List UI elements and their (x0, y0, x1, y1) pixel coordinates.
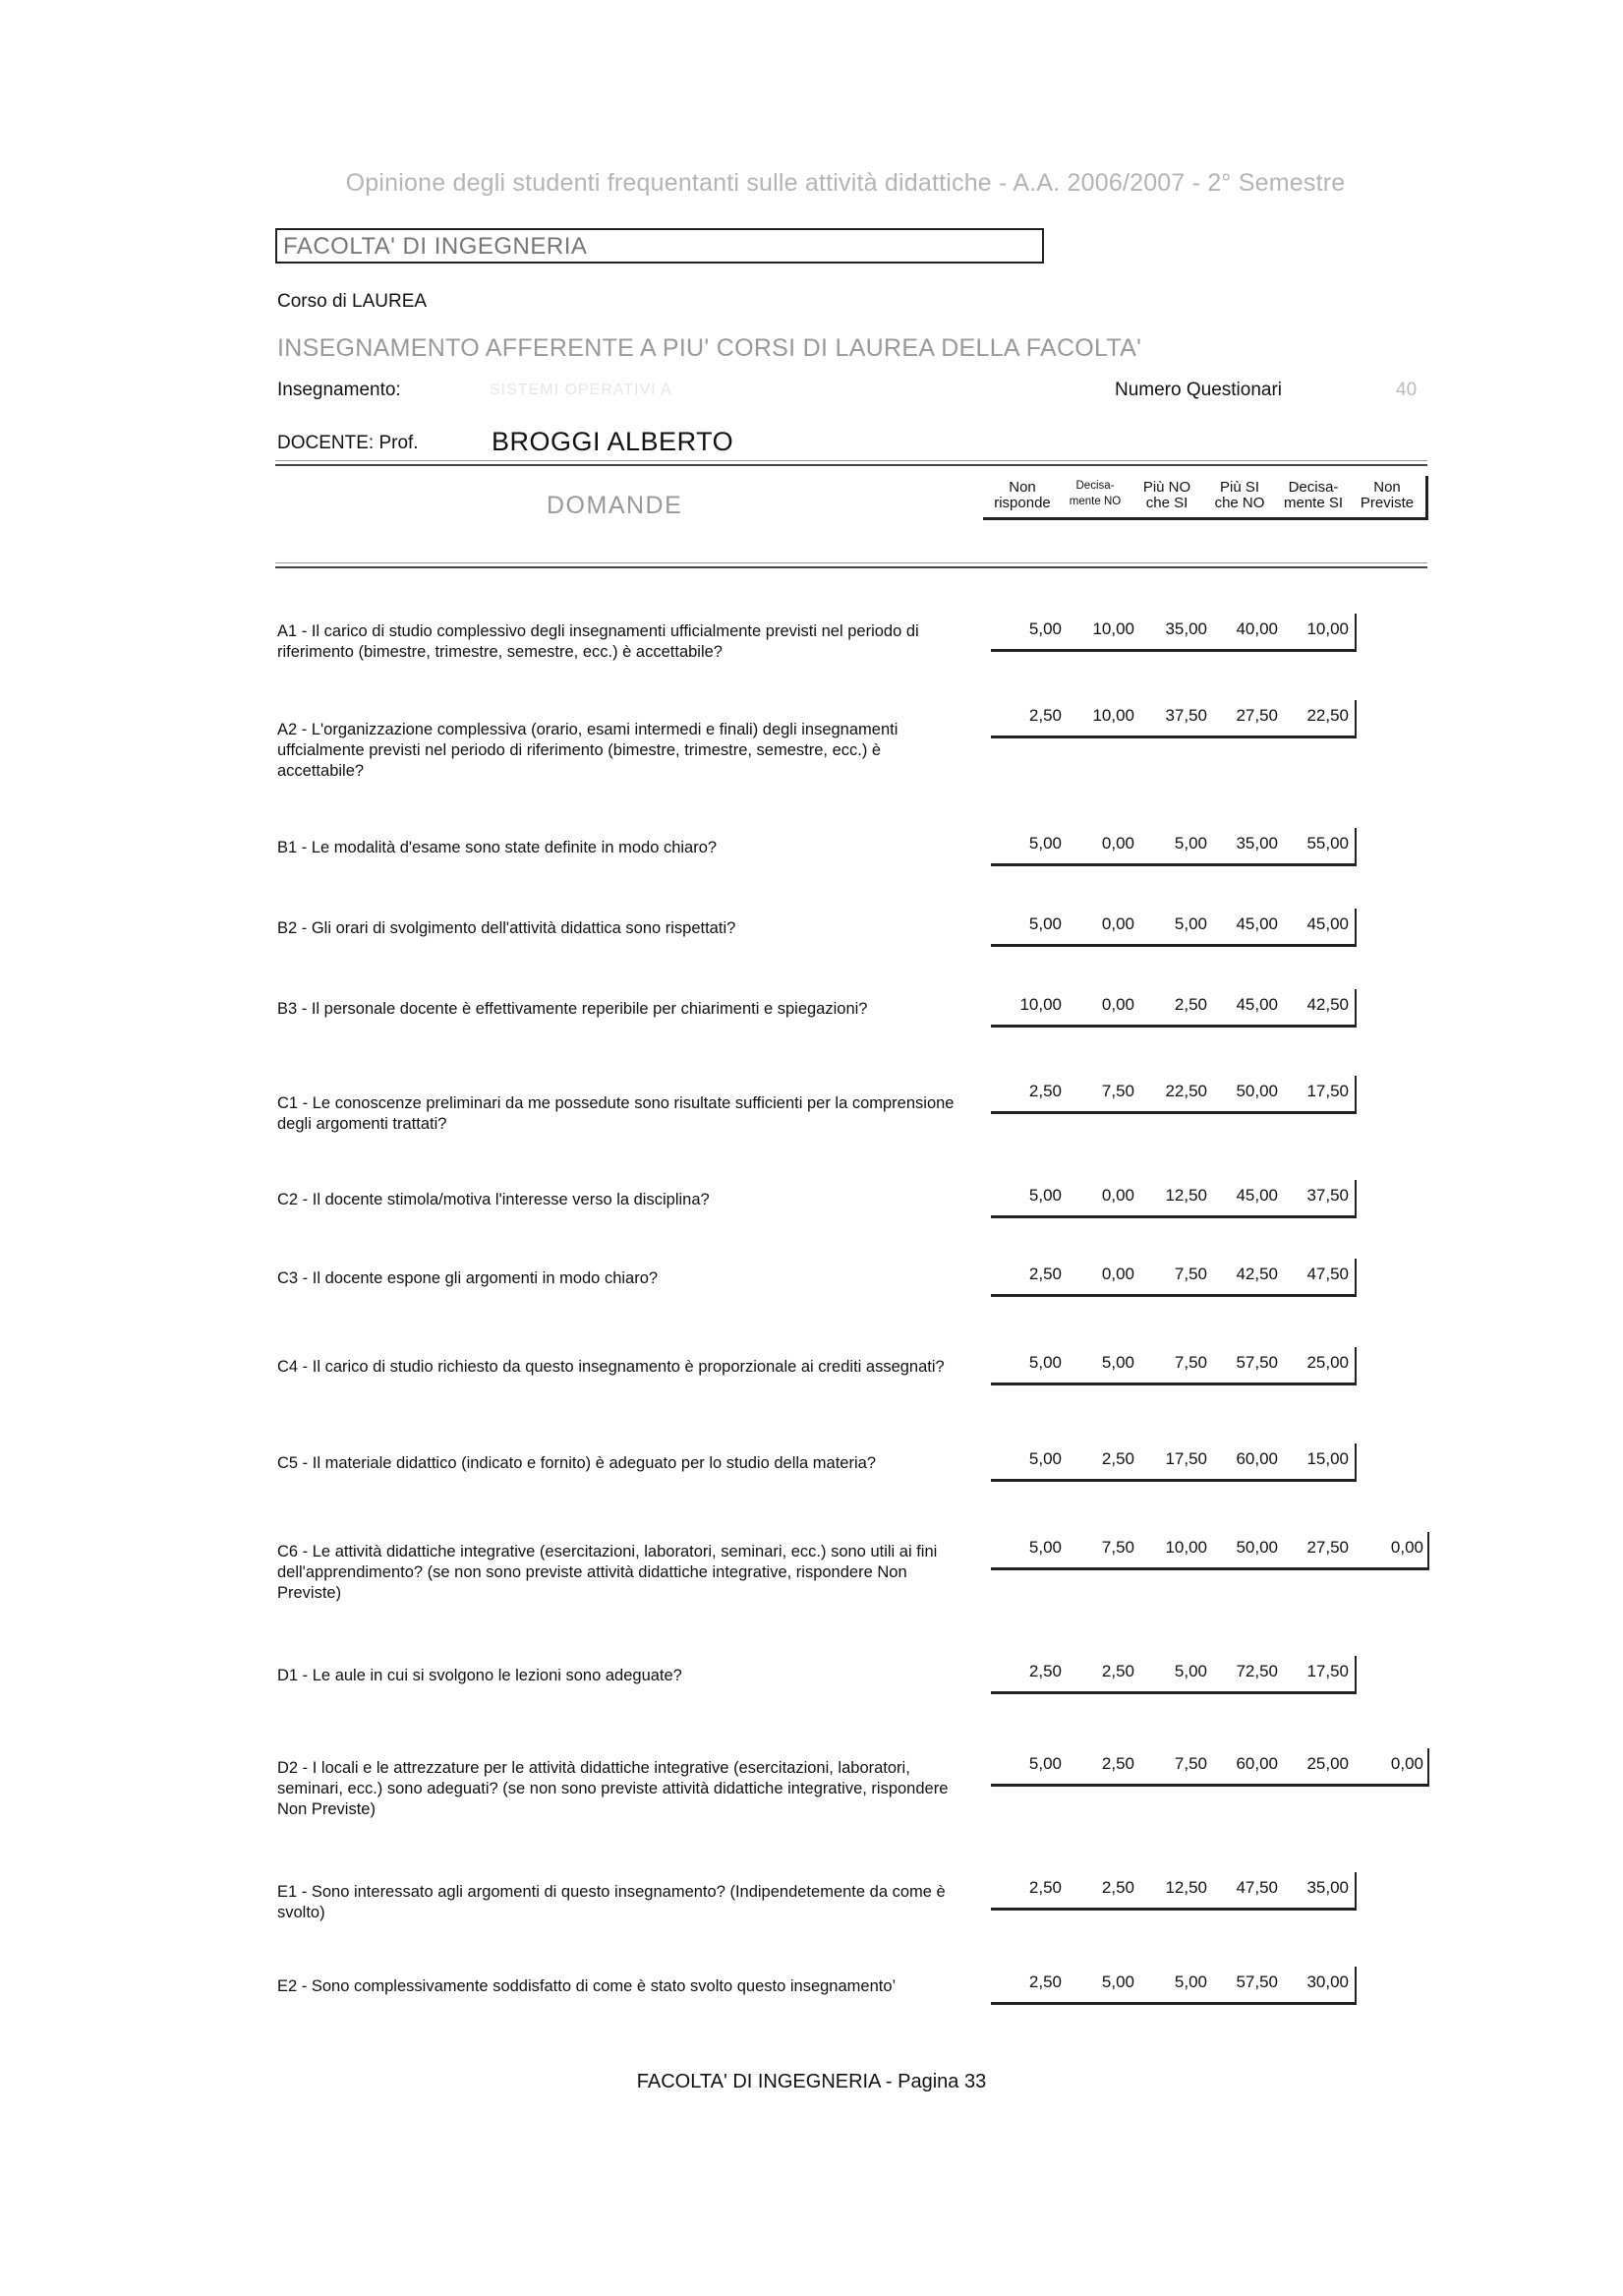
answer-value: 7,50 (1174, 1353, 1207, 1372)
answer-value: 7,50 (1174, 1754, 1207, 1773)
answer-values-row (991, 1532, 1429, 1570)
answer-value: 7,50 (1101, 1082, 1134, 1100)
answer-value: 25,00 (1306, 1754, 1349, 1773)
answer-value: 2,50 (1028, 1878, 1062, 1897)
answer-value: 17,50 (1306, 1082, 1349, 1100)
table-header-bottom-rule (275, 562, 1427, 568)
answer-value: 2,50 (1101, 1754, 1134, 1773)
answer-value: 45,00 (1236, 1186, 1278, 1205)
afferente-heading: INSEGNAMENTO AFFERENTE A PIU' CORSI DI LAUREA DELLA FACOLTA' (277, 334, 1142, 362)
question-text: C1 - Le conoscenze preliminari da me possedute sono risultate sufficienti per la comprensione degli argomenti trattati? (277, 1094, 955, 1133)
answer-value: 5,00 (1174, 834, 1207, 853)
answer-value: 5,00 (1028, 1186, 1062, 1205)
question-text: B3 - Il personale docente è effettivamente reperibile per chiarimenti e spiegazioni? (277, 1000, 868, 1018)
answer-value: 57,50 (1236, 1353, 1278, 1372)
answer-value: 35,00 (1306, 1878, 1349, 1897)
col-header-decisamente-si: Decisa- mente SI (1283, 479, 1344, 511)
question-text: D2 - I locali e le attrezzature per le attività didattiche integrative (esercitazioni, laboratori, seminari, ecc.) sono adeguati? (se non sono previste attività didattiche integrative, rispondere Non Previste) (277, 1759, 949, 1818)
question-text: C5 - Il materiale didattico (indicato e fornito) è adeguato per lo studio della materia? (277, 1454, 877, 1472)
answer-values-row (991, 1443, 1357, 1482)
answer-value: 35,00 (1165, 619, 1207, 638)
answer-value: 5,00 (1101, 1972, 1134, 1991)
answer-value: 10,00 (1306, 619, 1349, 638)
answer-value: 37,50 (1165, 706, 1207, 725)
answer-value: 2,50 (1028, 706, 1062, 725)
answer-value: 10,00 (1165, 1538, 1207, 1557)
question-text: E2 - Sono complessivamente soddisfatto di come è stato svolto questo insegnamento’ (277, 1977, 897, 1995)
answer-value: 45,00 (1236, 995, 1278, 1014)
answer-value: 7,50 (1101, 1538, 1134, 1557)
answer-value: 37,50 (1306, 1186, 1349, 1205)
question-text: E1 - Sono interessato agli argomenti di questo insegnamento? (Indipendetemente da come è svolto) (277, 1883, 946, 1921)
answer-value: 27,50 (1306, 1538, 1349, 1557)
answer-value: 45,00 (1236, 914, 1278, 933)
answer-value: 10,00 (1092, 619, 1134, 638)
answer-value: 2,50 (1028, 1972, 1062, 1991)
answer-value: 0,00 (1390, 1754, 1423, 1773)
answer-value: 2,50 (1028, 1082, 1062, 1100)
insegnamento-label: Insegnamento: (277, 380, 401, 400)
answer-value: 2,50 (1028, 1265, 1062, 1283)
question-text: A1 - Il carico di studio complessivo degli insegnamenti ufficialmente previsti nel periodo di riferimento (bimestre, trimestre, semestre, ecc.) è accettabile? (277, 622, 919, 661)
docente-name: BROGGI ALBERTO (492, 427, 734, 456)
answer-value: 60,00 (1236, 1754, 1278, 1773)
answer-values-row (991, 700, 1357, 738)
answer-value: 0,00 (1101, 914, 1134, 933)
answer-value: 25,00 (1306, 1353, 1349, 1372)
answer-value: 5,00 (1101, 1353, 1134, 1372)
answer-value: 5,00 (1174, 1662, 1207, 1680)
answer-values-row (991, 1748, 1429, 1787)
answer-values-row (991, 1180, 1357, 1218)
question-text: C6 - Le attività didattiche integrative (esercitazioni, laboratori, seminari, ecc.) sono utili ai fini dell'apprendimento? (se non sono previste attività didattiche integrative, rispondere Non Previste) (277, 1543, 938, 1602)
answer-value: 55,00 (1306, 834, 1349, 853)
answer-value: 5,00 (1174, 1972, 1207, 1991)
domande-label: DOMANDE (547, 492, 683, 519)
numero-questionari-value: 40 (1396, 380, 1418, 400)
answer-value: 5,00 (1028, 914, 1062, 933)
question-text: C4 - Il carico di studio richiesto da questo insegnamento è proporzionale ai crediti assegnati? (277, 1358, 945, 1376)
answer-value: 47,50 (1236, 1878, 1278, 1897)
col-header-piu-no-che-si: Più NO che SI (1142, 479, 1191, 511)
numero-questionari-label: Numero Questionari (1115, 380, 1283, 400)
col-header-piu-si-che-no: Più SI che NO (1214, 479, 1265, 511)
answer-value: 0,00 (1101, 1186, 1134, 1205)
col-header-non-previste: Non Previste (1360, 479, 1415, 511)
column-header-box (983, 476, 1428, 520)
answer-value: 22,50 (1165, 1082, 1207, 1100)
answer-values-row (991, 1967, 1357, 2005)
answer-value: 5,00 (1028, 1353, 1062, 1372)
answer-value: 2,50 (1174, 995, 1207, 1014)
page-footer: FACOLTA' DI INGEGNERIA - Pagina 33 (636, 2071, 987, 2092)
answer-value: 2,50 (1101, 1449, 1134, 1468)
col-header-decisamente-no: Decisa- mente NO (1069, 480, 1122, 507)
answer-value: 10,00 (1019, 995, 1062, 1014)
answer-value: 5,00 (1028, 1538, 1062, 1557)
answer-value: 12,50 (1165, 1186, 1207, 1205)
col-header-non-risponde: Non risponde (994, 479, 1051, 511)
answer-values-row (991, 909, 1357, 947)
answer-values-row (991, 1656, 1357, 1694)
answer-values-row (991, 828, 1357, 866)
answer-value: 22,50 (1306, 706, 1349, 725)
answer-value: 0,00 (1101, 995, 1134, 1014)
answer-value: 5,00 (1028, 619, 1062, 638)
answer-values-row (991, 1076, 1357, 1114)
question-text: C2 - Il docente stimola/motiva l'interesse verso la disciplina? (277, 1191, 710, 1208)
answer-values-row (991, 1872, 1357, 1911)
answer-value: 5,00 (1028, 834, 1062, 853)
answer-value: 5,00 (1174, 914, 1207, 933)
answer-value: 27,50 (1236, 706, 1278, 725)
answer-value: 35,00 (1236, 834, 1278, 853)
answer-value: 72,50 (1236, 1662, 1278, 1680)
answer-value: 57,50 (1236, 1972, 1278, 1991)
answer-value: 5,00 (1028, 1754, 1062, 1773)
answer-value: 0,00 (1390, 1538, 1423, 1557)
answer-value: 0,00 (1101, 1265, 1134, 1283)
answer-value: 15,00 (1306, 1449, 1349, 1468)
question-text: B1 - Le modalità d'esame sono state definite in modo chiaro? (277, 839, 718, 856)
answer-values-row (991, 1347, 1357, 1385)
answer-value: 30,00 (1306, 1972, 1349, 1991)
table-top-rule (275, 460, 1427, 466)
question-text: C3 - Il docente espone gli argomenti in modo chiaro? (277, 1269, 659, 1287)
answer-value: 60,00 (1236, 1449, 1278, 1468)
answer-value: 0,00 (1101, 834, 1134, 853)
answer-value: 40,00 (1236, 619, 1278, 638)
insegnamento-value: SISTEMI OPERATIVI A (490, 382, 672, 398)
answer-value: 50,00 (1236, 1082, 1278, 1100)
corso-label: Corso di LAUREA (277, 291, 428, 312)
report-title: Opinione degli studenti frequentanti sulle attività didattiche - A.A. 2006/2007 - 2° Semestre (345, 169, 1346, 197)
answer-values-row (991, 1259, 1357, 1297)
answer-value: 50,00 (1236, 1538, 1278, 1557)
question-text: B2 - Gli orari di svolgimento dell'attività didattica sono rispettati? (277, 919, 736, 937)
question-text: A2 - L'organizzazione complessiva (orario, esami intermedi e finali) degli insegnamenti uffcialmente previsti nel periodo di riferimento (bimestre, trimestre, semestre, ecc.) è accettabile? (277, 721, 898, 780)
answer-value: 7,50 (1174, 1265, 1207, 1283)
answer-value: 5,00 (1028, 1449, 1062, 1468)
answer-value: 42,50 (1306, 995, 1349, 1014)
question-text: D1 - Le aule in cui si svolgono le lezioni sono adeguate? (277, 1667, 682, 1684)
answer-value: 47,50 (1306, 1265, 1349, 1283)
answer-value: 42,50 (1236, 1265, 1278, 1283)
answer-value: 2,50 (1028, 1662, 1062, 1680)
facolta-label: FACOLTA' DI INGEGNERIA (283, 233, 588, 260)
answer-value: 10,00 (1092, 706, 1134, 725)
docente-label: DOCENTE: Prof. (277, 433, 419, 453)
answer-value: 12,50 (1165, 1878, 1207, 1897)
answer-value: 17,50 (1306, 1662, 1349, 1680)
answer-value: 45,00 (1306, 914, 1349, 933)
answer-values-row (991, 614, 1357, 652)
answer-values-row (991, 989, 1357, 1028)
facolta-box (275, 228, 1044, 264)
answer-value: 2,50 (1101, 1878, 1134, 1897)
answer-value: 17,50 (1165, 1449, 1207, 1468)
answer-value: 2,50 (1101, 1662, 1134, 1680)
